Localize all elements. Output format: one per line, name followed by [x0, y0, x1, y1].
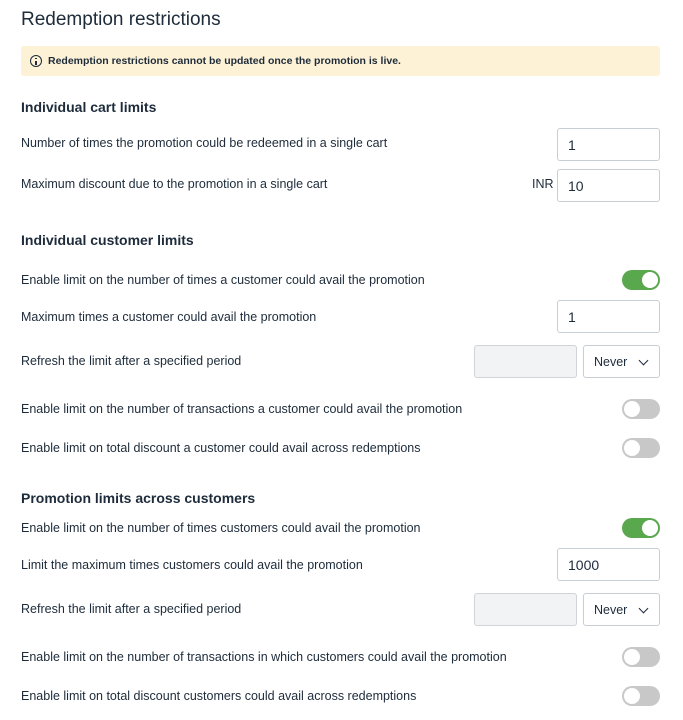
customer-enable-transactions-label: Enable limit on the number of transactions a customer could avail the promotion: [21, 402, 463, 416]
toggle-knob: [624, 688, 640, 704]
toggle-knob: [624, 401, 640, 417]
promotion-max-times-label: Limit the maximum times customers could avail the promotion: [21, 558, 363, 572]
cart-redeem-times-input[interactable]: [557, 128, 660, 161]
promotion-enable-total-discount-label: Enable limit on total discount customers could avail across redemptions: [21, 689, 417, 703]
promotion-enable-transactions-toggle[interactable]: [622, 647, 660, 667]
cart-redeem-times-label: Number of times the promotion could be redeemed in a single cart: [21, 136, 388, 150]
customer-refresh-label: Refresh the limit after a specified period: [21, 354, 242, 368]
customer-enable-total-discount-toggle[interactable]: [622, 438, 660, 458]
chevron-down-icon: [639, 604, 649, 614]
info-icon: [30, 55, 42, 67]
customer-refresh-period-select[interactable]: [583, 345, 660, 378]
promotion-refresh-label: Refresh the limit after a specified period: [21, 602, 242, 616]
customer-enable-times-toggle[interactable]: [622, 270, 660, 290]
currency-label: INR: [532, 177, 554, 191]
page-title: Redemption restrictions: [21, 9, 221, 30]
section-title-customer-limits: Individual customer limits: [21, 232, 194, 248]
toggle-knob: [642, 520, 658, 536]
promotion-refresh-period-input[interactable]: [474, 593, 577, 626]
customer-refresh-period-input[interactable]: [474, 345, 577, 378]
customer-enable-times-label: Enable limit on the number of times a customer could avail the promotion: [21, 273, 425, 287]
toggle-knob: [624, 649, 640, 665]
info-banner: [21, 46, 660, 76]
cart-max-discount-label: Maximum discount due to the promotion in a single cart: [21, 177, 328, 191]
promotion-enable-transactions-label: Enable limit on the number of transactions in which customers could avail the promotion: [21, 650, 507, 664]
banner-text: Redemption restrictions cannot be updated once the promotion is live.: [48, 55, 401, 67]
customer-enable-total-discount-label: Enable limit on total discount a customer could avail across redemptions: [21, 441, 421, 455]
promotion-enable-times-toggle[interactable]: [622, 518, 660, 538]
promotion-enable-total-discount-toggle[interactable]: [622, 686, 660, 706]
section-title-cart-limits: Individual cart limits: [21, 99, 157, 115]
select-value: Never: [594, 603, 628, 617]
customer-max-times-input[interactable]: [557, 300, 660, 333]
promotion-refresh-period-select[interactable]: [583, 593, 660, 626]
cart-max-discount-input[interactable]: [557, 169, 660, 202]
promotion-max-times-input[interactable]: [557, 548, 660, 581]
chevron-down-icon: [639, 356, 649, 366]
customer-max-times-label: Maximum times a customer could avail the promotion: [21, 310, 317, 324]
toggle-knob: [624, 440, 640, 456]
toggle-knob: [642, 272, 658, 288]
section-title-promotion-limits: Promotion limits across customers: [21, 490, 256, 506]
customer-enable-transactions-toggle[interactable]: [622, 399, 660, 419]
select-value: Never: [594, 355, 628, 369]
promotion-enable-times-label: Enable limit on the number of times customers could avail the promotion: [21, 521, 421, 535]
